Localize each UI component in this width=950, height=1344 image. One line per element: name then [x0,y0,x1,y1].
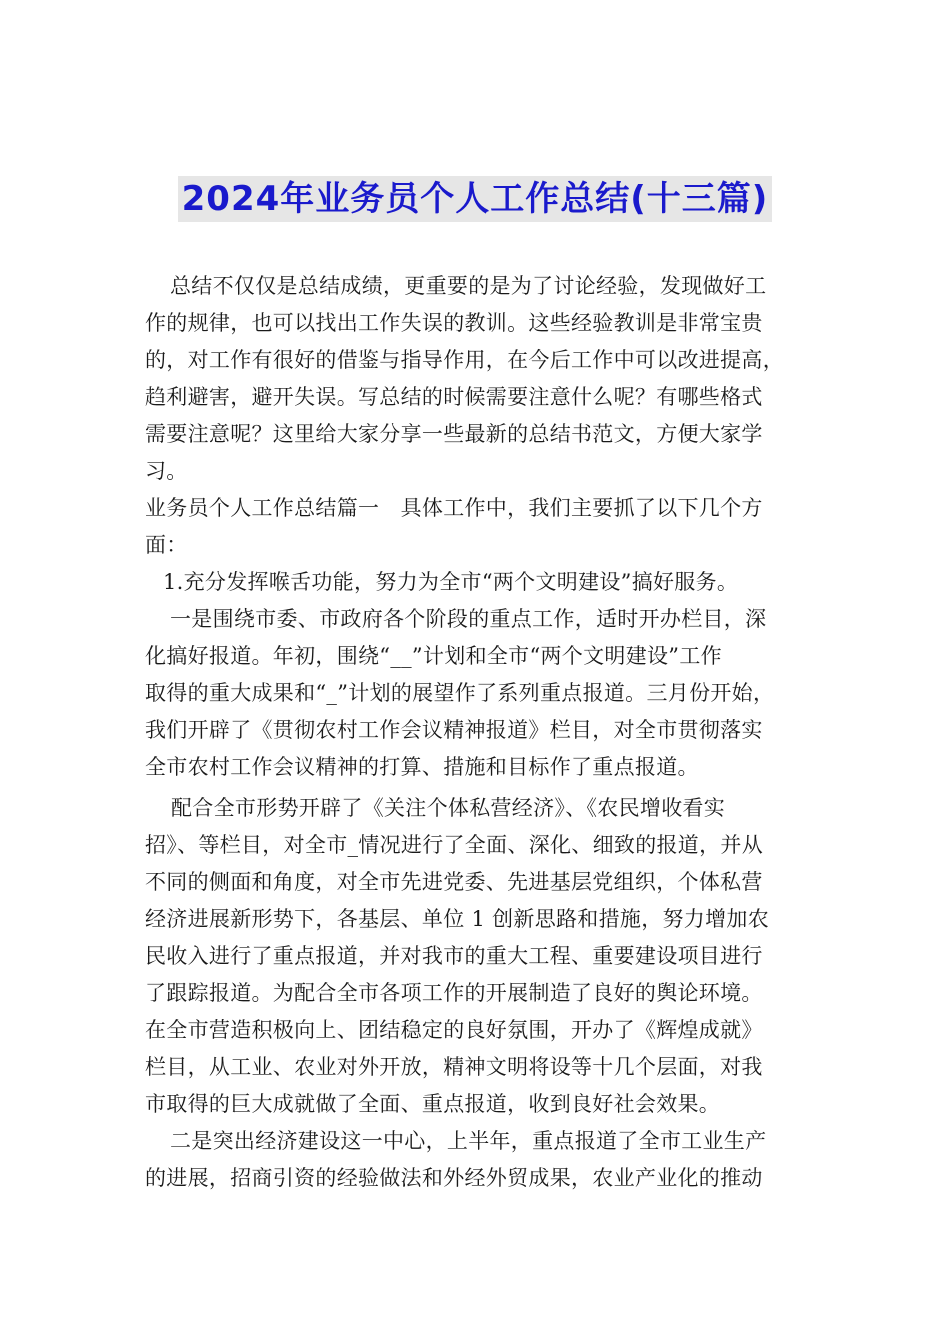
paragraph-line: 趋利避害，避开失误。写总结的时候需要注意什么呢？有哪些格式 [145,385,763,409]
paragraph-line: 的进展，招商引资的经验做法和外经外贸成果，农业产业化的推动 [145,1166,763,1190]
section-heading-line: 业务员个人工作总结篇一 具体工作中，我们主要抓了以下几个方 [145,496,763,520]
paragraph-line: 不同的侧面和角度，对全市先进党委、先进基层党组织，个体私营 [145,870,763,894]
document-title: 2024年业务员个人工作总结(十三篇) [178,176,773,222]
title-container [0,176,950,222]
numbered-item-line: 1.充分发挥喉舌功能，努力为全市“两个文明建设”搞好服务。 [163,570,739,594]
paragraph-line: 配合全市形势开辟了《关注个体私营经济》、《农民增收看实 [171,796,726,820]
paragraph-line: 习。 [145,459,188,483]
paragraph-line: 全市农村工作会议精神的打算、措施和目标作了重点报道。 [145,755,699,779]
paragraph-line: 化搞好报道。年初，围绕“__”计划和全市“两个文明建设”工作 [145,644,722,668]
paragraph-line: 的，对工作有很好的借鉴与指导作用，在今后工作中可以改进提高， [145,348,784,372]
paragraph-line: 我们开辟了《贯彻农村工作会议精神报道》栏目，对全市贯彻落实 [145,718,763,742]
paragraph-line: 栏目，从工业、农业对外开放，精神文明将设等十几个层面，对我 [145,1055,763,1079]
paragraph-line: 民收入进行了重点报道，并对我市的重大工程、重要建设项目进行 [145,944,763,968]
paragraph-line: 作的规律，也可以找出工作失误的教训。这些经验教训是非常宝贵 [145,311,763,335]
paragraph-line: 二是突出经济建设这一中心，上半年，重点报道了全市工业生产 [170,1129,767,1153]
paragraph-line: 招》、等栏目，对全市_情况进行了全面、深化、细致的报道，并从 [145,833,763,857]
paragraph-line: 经济进展新形势下，各基层、单位 1 创新思路和措施，努力增加农 [145,907,770,931]
paragraph-line: 在全市营造积极向上、团结稳定的良好氛围，开办了《辉煌成就》 [145,1018,763,1042]
paragraph-line: 了跟踪报道。为配合全市各项工作的开展制造了良好的舆论环境。 [145,981,763,1005]
document-body [145,268,807,1197]
paragraph-line: 市取得的巨大成就做了全面、重点报道，收到良好社会效果。 [145,1092,721,1116]
paragraph-line: 面： [145,533,188,557]
paragraph-line: 一是围绕市委、市政府各个阶段的重点工作，适时开办栏目，深 [170,607,767,631]
paragraph-line: 总结不仅仅是总结成绩，更重要的是为了讨论经验，发现做好工 [170,274,767,298]
paragraph-line: 取得的重大成果和“_”计划的展望作了系列重点报道。三月份开始， [145,681,775,705]
paragraph-line: 需要注意呢？这里给大家分享一些最新的总结书范文，方便大家学 [145,422,763,446]
